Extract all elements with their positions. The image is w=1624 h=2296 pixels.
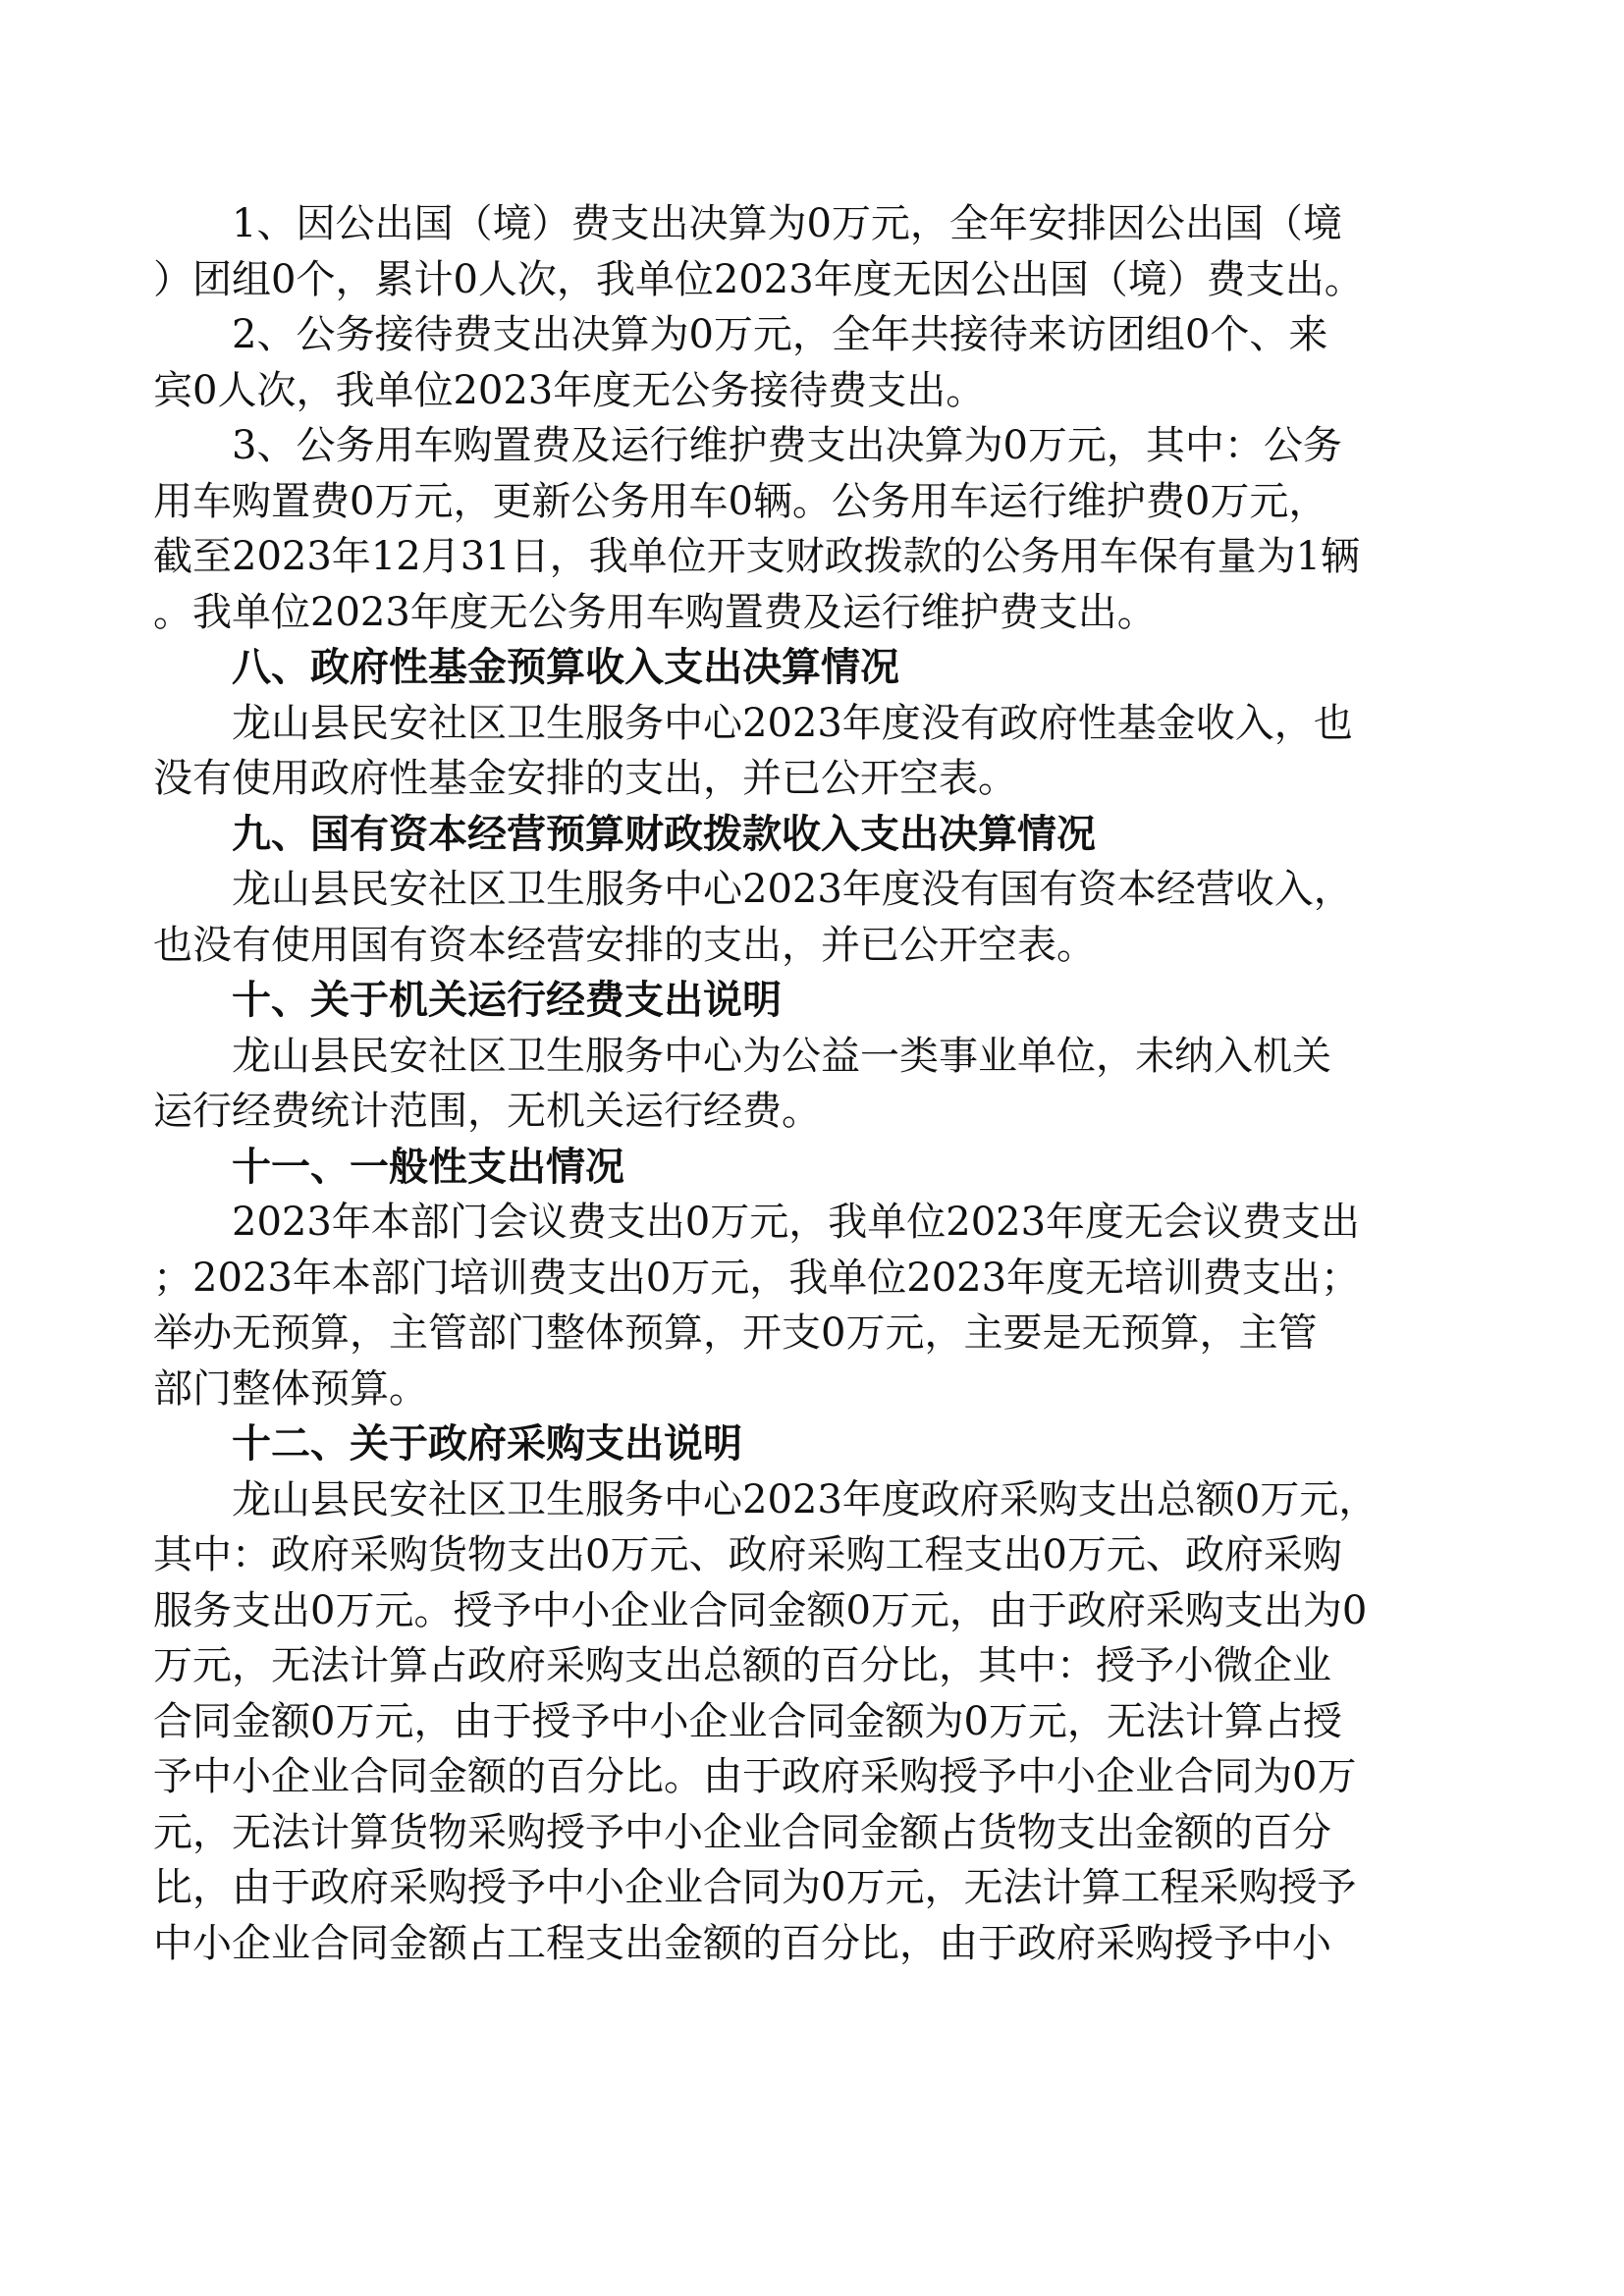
para-section-12: 龙山县民安社区卫生服务中心2023年度政府采购支出总额0万元， 其中：政府采购货物支出0万元、政府采购工程支出0万元、政府采购 服务支出0万元。授予中小企业合同金额0万元，由于政府采购支出为0 万元，无法计算占政府采购支出总额的百分比，其中：授予小微企业 合同金额0万元，由于授予中小企业合同金额为0万元，无法计算占授 予中小企业合同金额的百分比。由于政府采购授予中小企业合同为0万 元，无法计算货物采购授予中小企业合同金额占货物支出金额的百分 比，由于政府采购授予中小企业合同为0万元，无法计算工程采购授予 中小企业合同金额占工程支出金额的百分比，由于政府采购授予中小 [153, 1476, 1379, 1966]
document-page [153, 196, 1481, 1971]
para-section-8: 龙山县民安社区卫生服务中心2023年度没有政府性基金收入，也 没有使用政府性基金安排的支出，并已公开空表。 [153, 700, 1353, 801]
para-section-9: 龙山县民安社区卫生服务中心2023年度没有国有资本经营收入， 也没有使用国有资本经营安排的支出，并已公开空表。 [153, 867, 1353, 968]
heading-section-12: 十二、关于政府采购支出说明 [232, 1421, 742, 1467]
para-section-10: 龙山县民安社区卫生服务中心为公益一类事业单位，未纳入机关 运行经费统计范围，无机关运行经费。 [153, 1033, 1331, 1134]
heading-section-10: 十、关于机关运行经费支出说明 [232, 978, 782, 1023]
heading-section-9: 九、国有资本经营预算财政拨款收入支出决算情况 [232, 811, 1096, 857]
para-section-11: 2023年本部门会议费支出0万元，我单位2023年度无会议费支出 ；2023年本部门培训费支出0万元，我单位2023年度无培训费支出； 举办无预算，主管部门整体预算，开支0万元，主要是无预算，主管 部门整体预算。 [153, 1200, 1361, 1412]
para-reception-expense: 2、公务接待费支出决算为0万元，全年共接待来访团组0个、来 宾0人次，我单位2023年度无公务接待费支出。 [153, 312, 1328, 413]
heading-section-11: 十一、一般性支出情况 [232, 1144, 624, 1190]
para-vehicle-expense: 3、公务用车购置费及运行维护费支出决算为0万元，其中：公务 用车购置费0万元，更新公务用车0辆。公务用车运行维护费0万元， 截至2023年12月31日，我单位开支财政拨款的公务用车保有量为1辆 。我单位2023年度无公务用车购置费及运行维护费支出。 [153, 423, 1361, 635]
para-overseas-expense: 1、因公出国（境）费支出决算为0万元，全年安排因公出国（境 ）团组0个，累计0人次，我单位2023年度无因公出国（境）费支出。 [153, 201, 1364, 302]
heading-section-8: 八、政府性基金预算收入支出决算情况 [232, 645, 899, 690]
